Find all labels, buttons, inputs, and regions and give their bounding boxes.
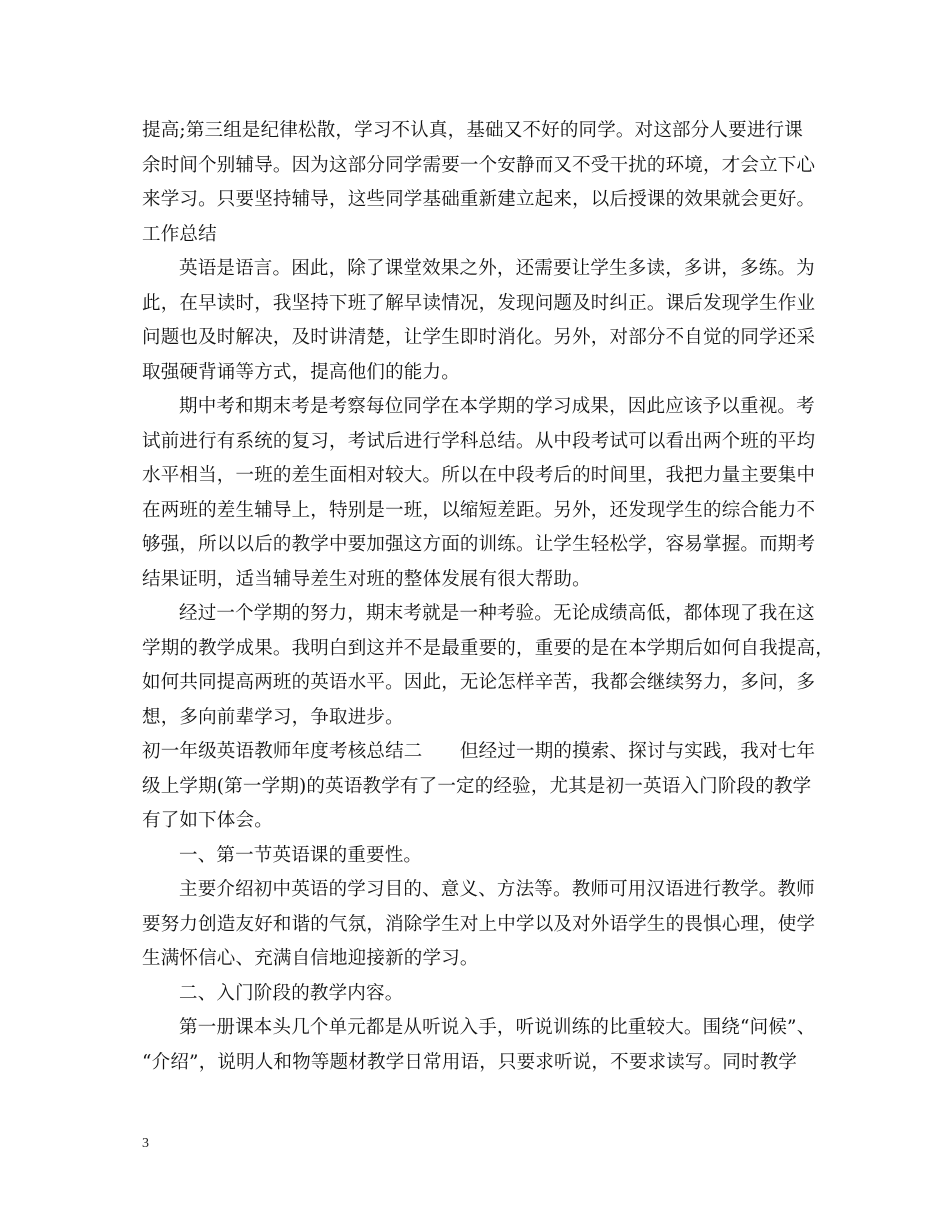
text-line-6: 此，在早读时，我坚持下班了解早读情况，发现问题及时纠正。课后发现学生作业 bbox=[142, 292, 816, 314]
text-line-8: 取强硬背诵等方式，提高他们的能力。 bbox=[142, 361, 460, 383]
text-line-7: 问题也及时解决，及时讲清楚，让学生即时消化。另外，对部分不自觉的同学还采 bbox=[142, 327, 816, 348]
text-line-9: 期中考和期末考是考察每位同学在本学期的学习成果，因此应该予以重视。考 bbox=[179, 396, 815, 417]
page-number: 3 bbox=[142, 1136, 149, 1151]
text-line-1: 提高;第三组是纪律松散，学习不认真，基础又不好的同学。对这部分人要进行课 bbox=[142, 120, 803, 141]
text-line-14: 结果证明，适当辅导差生对班的整体发展有很大帮助。 bbox=[142, 568, 591, 590]
text-line-18: 想，多向前辈学习，争取进步。 bbox=[142, 706, 404, 728]
text-line-12: 在两班的差生辅导上，特别是一班，以缩短差距。另外，还发现学生的综合能力不 bbox=[142, 499, 816, 521]
text-line-24: 要努力创造友好和谐的气氛，消除学生对上中学以及对外语学生的畏惧心理，使学 bbox=[142, 913, 816, 935]
text-line-16: 学期的教学成果。我明白到这并不是最重要的，重要的是在本学期后如何自我提高， bbox=[142, 637, 834, 659]
text-line-19: 初一年级英语教师年度考核总结二 但经过一期的摸索、探讨与实践，我对七年 bbox=[142, 741, 816, 762]
text-line-11: 水平相当，一班的差生面相对较大。所以在中段考后的时间里，我把力量主要集中 bbox=[142, 465, 816, 486]
text-line-3: 来学习。只要坚持辅导，这些同学基础重新建立起来，以后授课的效果就会更好。 bbox=[142, 189, 816, 210]
document-body bbox=[142, 114, 834, 1080]
text-line-26: 二、入门阶段的教学内容。 bbox=[179, 982, 404, 1004]
text-line-20: 级上学期(第一学期)的英语教学有了一定的经验，尤其是初一英语入门阶段的教学 bbox=[142, 775, 812, 797]
text-line-21: 有了如下体会。 bbox=[142, 810, 273, 831]
section-heading: 工作总结 bbox=[142, 223, 217, 245]
text-line-25: 生满怀信心、充满自信地迎接新的学习。 bbox=[142, 948, 479, 969]
text-line-22: 一、第一节英语课的重要性。 bbox=[179, 844, 423, 866]
text-line-13: 够强，所以以后的教学中要加强这方面的训练。让学生轻松学，容易掌握。而期考 bbox=[142, 534, 816, 555]
text-line-17: 如何共同提高两班的英语水平。因此，无论怎样辛苦，我都会继续努力，多问，多 bbox=[142, 672, 816, 693]
text-line-28: “介绍”，说明人和物等题材教学日常用语，只要求听说，不要求读写。同时教学 bbox=[142, 1051, 798, 1073]
text-line-2: 余时间个别辅导。因为这部分同学需要一个安静而又不受干扰的环境，才会立下心 bbox=[142, 154, 816, 176]
text-line-15: 经过一个学期的努力，期末考就是一种考验。无论成绩高低，都体现了我在这 bbox=[179, 603, 815, 624]
text-line-5: 英语是语言。困此，除了课堂效果之外，还需要让学生多读，多讲，多练。为 bbox=[179, 258, 815, 279]
text-line-27: 第一册课本头几个单元都是从听说入手，听说训练的比重较大。围绕“问候”、 bbox=[179, 1017, 816, 1038]
text-line-10: 试前进行有系统的复习，考试后进行学科总结。从中段考试可以看出两个班的平均 bbox=[142, 430, 816, 452]
text-line-23: 主要介绍初中英语的学习目的、意义、方法等。教师可用汉语进行教学。教师 bbox=[179, 879, 815, 900]
